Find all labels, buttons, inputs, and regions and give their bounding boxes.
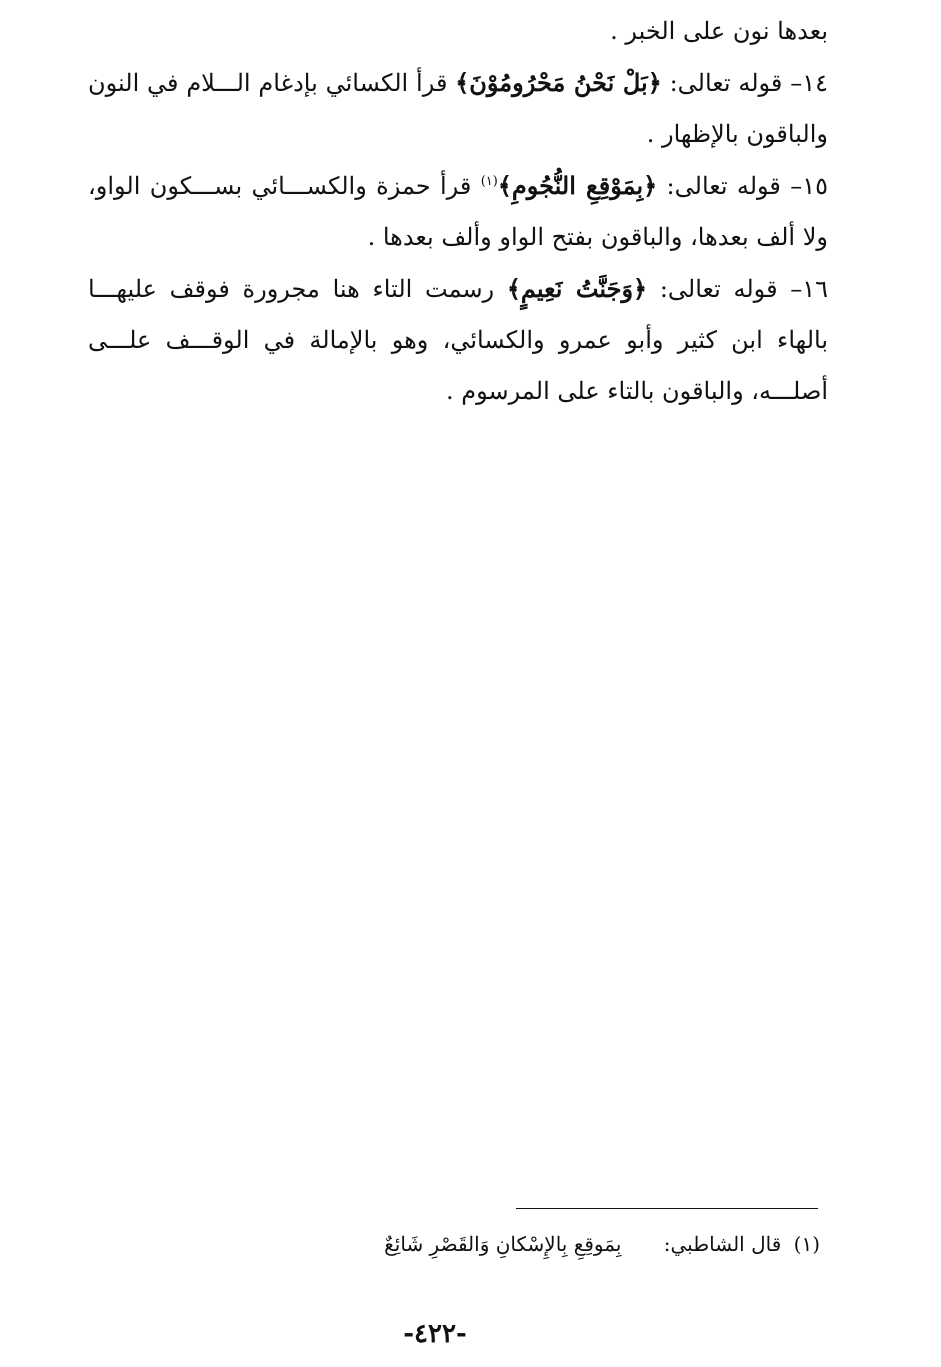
item-number: ١٦ (802, 275, 829, 303)
main-text (88, 6, 828, 417)
quran-verse: ﴿وَجَنَّتُ نَعِيمٍ﴾ (506, 274, 648, 303)
quran-verse: ﴿بِمَوْقِعِ النُّجُومِ﴾ (497, 171, 658, 200)
paragraph-text: بعدها نون على الخبر . (610, 17, 828, 45)
paragraph-item-14 (88, 57, 828, 160)
item-number: ١٤ (802, 69, 828, 97)
item-number: ١٥ (802, 172, 828, 200)
quran-verse: ﴿بَلْ نَحْنُ مَحْرُومُوْنَ﴾ (455, 68, 662, 97)
item-commentary: قرأ حمزة والكســـائي بســـكون الواو، ولا ألف بعدها، والباقون بفتح الواو وألف بعدها . (88, 172, 828, 251)
item-intro: – قوله تعالى: (661, 69, 803, 97)
paragraph-item-16 (88, 263, 828, 417)
item-commentary: رسمت التاء هنا مجرورة فوقف عليهـــا بالهاء ابن كثير وأبو عمرو والكسائي، وهو بالإمالة في الوقـــف علـــى أصلـــه، والباقون بالتاء على المرسوم . (88, 275, 828, 405)
footnote-verse: بِمَوقِعِ بِالإِسْكانِ وَالقَصْرِ شَائِعٌ (384, 1232, 622, 1256)
footnote-reference: (١) (480, 174, 498, 189)
paragraph-item-15 (88, 160, 828, 263)
item-intro: – قوله تعالى: (647, 275, 803, 303)
footnote-divider (516, 1208, 818, 1209)
paragraph-continuation (88, 6, 828, 57)
footnote-label: قال الشاطبي: (663, 1232, 782, 1256)
item-intro: – قوله تعالى: (657, 172, 803, 200)
page-number: -٤٢٢- (403, 1319, 467, 1349)
footnote (380, 1226, 820, 1262)
footnote-marker: (١) (793, 1232, 820, 1256)
item-commentary: قرأ الكسائي بإدغام الـــلام في النون والباقون بالإظهار . (88, 69, 828, 148)
